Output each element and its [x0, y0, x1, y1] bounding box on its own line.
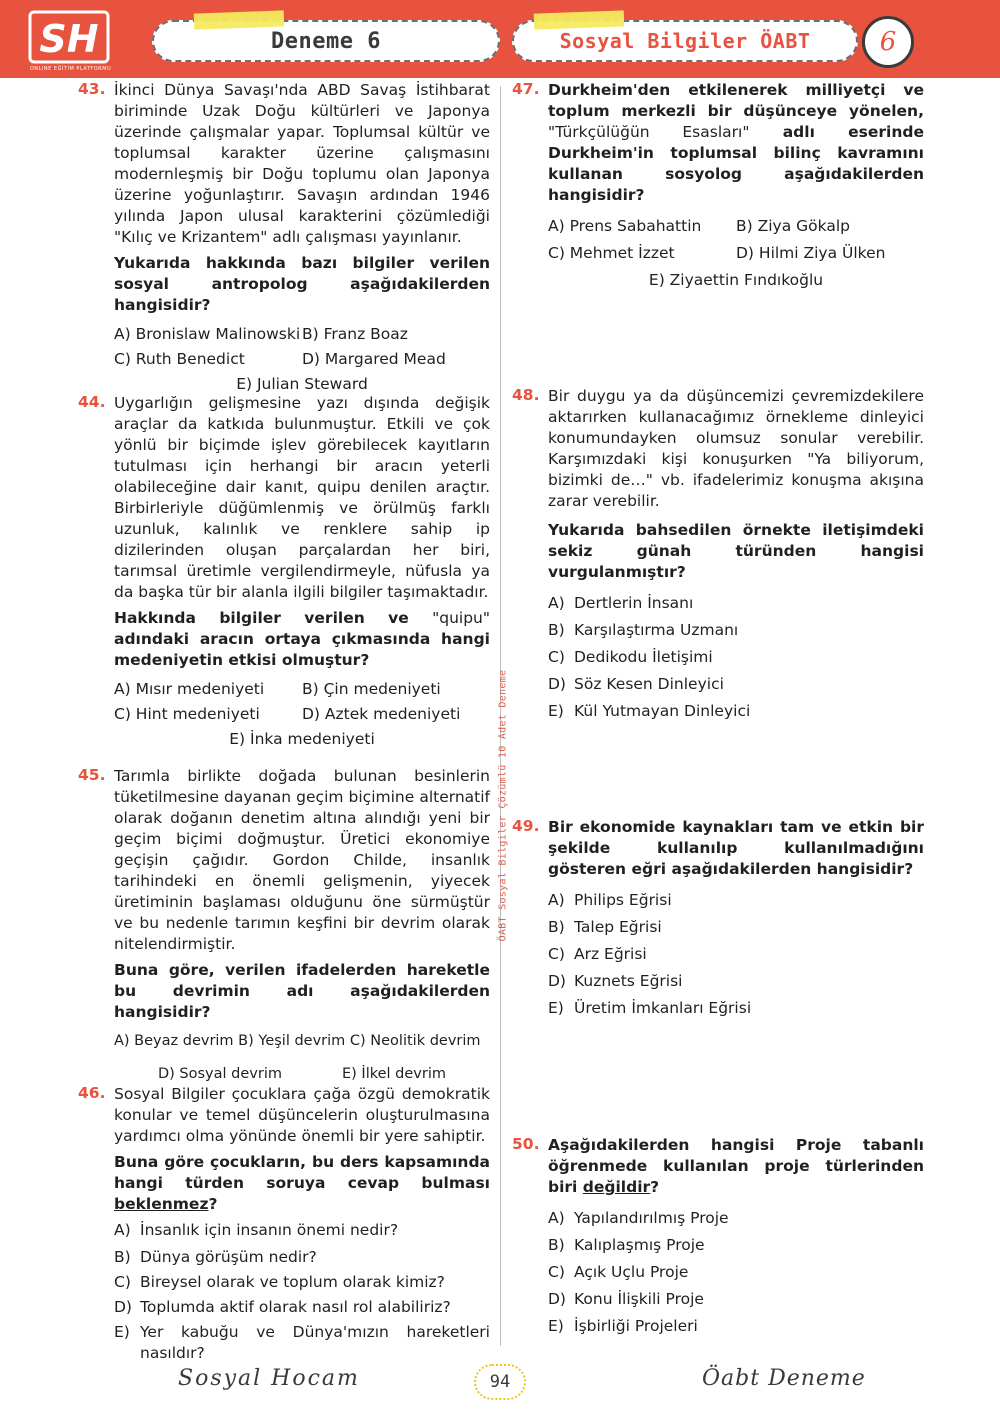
prompt-part: Durkheim'den etkilenerek milliyetçi ve toplum merkezli bir düşünceye yönelen,	[548, 81, 924, 120]
option-text: İnsanlık için insanın önemi nedir?	[140, 1221, 399, 1239]
option-b[interactable]	[548, 917, 924, 938]
exam-title: Deneme 6	[271, 28, 381, 54]
option-c[interactable]	[548, 944, 924, 965]
options	[114, 679, 490, 725]
question-45	[78, 766, 490, 1082]
option-letter: D)	[548, 675, 566, 693]
option-letter: D)	[548, 972, 566, 990]
option-e[interactable]	[548, 701, 924, 722]
option-text: Üretim İmkanları Eğrisi	[574, 999, 752, 1017]
option-letter: E)	[114, 1323, 130, 1341]
option-text: Kül Yutmayan Dinleyici	[574, 702, 751, 720]
option-a[interactable]	[548, 1208, 924, 1229]
option-c[interactable]	[114, 1272, 490, 1293]
option-e[interactable]: E) İnka medeniyeti	[229, 730, 375, 748]
option-d[interactable]: D) Aztek medeniyeti	[302, 705, 461, 723]
question-number: 47.	[512, 80, 540, 98]
option-a[interactable]: A) Mısır medeniyeti	[114, 680, 265, 698]
option-text: Toplumda aktif olarak nasıl rol alabiliriz?	[140, 1298, 451, 1316]
question-prompt	[114, 1152, 490, 1215]
option-b[interactable]: B) Franz Boaz	[302, 325, 408, 343]
option-letter: E)	[548, 999, 564, 1017]
subject-title-pill	[512, 20, 858, 62]
question-prompt	[548, 1135, 924, 1198]
option-d[interactable]: D) Sosyal devrim	[158, 1066, 282, 1082]
exam-title-pill	[152, 20, 500, 62]
question-number: 48.	[512, 386, 540, 404]
subject-title: Sosyal Bilgiler ÖABT	[559, 29, 811, 53]
question-prompt: Bir ekonomide kaynakları tam ve etkin bir şekilde kullanılıp kullanılmadığını gösteren eğri aşağıdakilerden hangisidir?	[548, 818, 924, 878]
question-number: 44.	[78, 393, 106, 411]
option-text: Açık Uçlu Proje	[574, 1263, 689, 1281]
prompt-part: adlı eserinde Durkheim'in toplumsal bilinç kavramını kullanan sosyolog aşağıdakilerden hangisidir?	[548, 123, 924, 204]
option-text: Yer kabuğu ve Dünya'mızın hareketleri nasıldır?	[140, 1323, 490, 1362]
option-letter: C)	[548, 1263, 565, 1281]
option-e[interactable]: E) Ziyaettin Fındıkoğlu	[648, 271, 824, 289]
question-prompt: Buna göre, verilen ifadelerden hareketle bu devrimin adı aşağıdakilerden hangisidir?	[114, 961, 490, 1021]
page-number: 94	[474, 1364, 526, 1400]
options	[548, 216, 924, 264]
question-number: 43.	[78, 80, 106, 98]
prompt-part: ?	[650, 1178, 660, 1196]
option-text: Dünya görüşüm nedir?	[140, 1248, 317, 1266]
option-text: Konu İlişkili Proje	[574, 1290, 704, 1308]
question-prompt	[548, 80, 924, 206]
option-c[interactable]: C) Hint medeniyeti	[114, 705, 260, 723]
option-text: Arz Eğrisi	[574, 945, 647, 963]
exam-number-badge	[862, 16, 914, 68]
options	[114, 1220, 490, 1364]
prompt-underlined: beklenmez	[114, 1195, 209, 1213]
option-d[interactable]	[548, 674, 924, 695]
option-e[interactable]	[548, 1316, 924, 1337]
prompt-quoted-term: "quipu"	[432, 609, 490, 627]
prompt-part: Aşağıdakilerden hangisi Proje tabanlı öğrenmede kullanılan proje türlerinden biri	[548, 1136, 924, 1196]
logo-subtitle: ONLINE EĞİTİM PLATFORMU	[30, 66, 112, 72]
option-text: Philips Eğrisi	[574, 891, 672, 909]
option-d[interactable]	[114, 1297, 490, 1318]
prompt-part: Hakkında bilgiler verilen ve	[114, 609, 433, 627]
option-d[interactable]: D) Hilmi Ziya Ülken	[736, 244, 886, 262]
exam-number: 6	[879, 27, 897, 57]
option-e[interactable]: E) Julian Steward	[236, 375, 368, 393]
prompt-quoted-term: "Türkçülüğün Esasları"	[548, 123, 750, 141]
option-letter: D)	[548, 1290, 566, 1308]
option-text: İşbirliği Projeleri	[574, 1317, 698, 1335]
option-letter: B)	[114, 1248, 131, 1266]
sh-logo	[28, 8, 110, 66]
option-a[interactable]: A) Bronislaw Malinowski	[114, 325, 301, 343]
prompt-part: Buna göre çocukların, bu ders kapsamında hangi türden soruya cevap bulması	[114, 1153, 490, 1192]
option-letter: A)	[548, 891, 565, 909]
prompt-underlined: değildir	[582, 1178, 651, 1196]
question-stem: İkinci Dünya Savaşı'nda ABD Savaş İstihbarat biriminde Uzak Doğu kültürleri ve Japonya üzerinde çalışmalar yapar. Toplumsal kültür ve toplumsal karakter üzerine çalışmasını modernleşmiş bir Doğu toplumu olan Japonya üzerine yoğunlaştırır. Savaşın ardından 1946 yılında Japon ulusal karakterini çözümlediği "Kılıç ve Krizantem" adlı çalışması yayınlanır.	[114, 81, 490, 246]
options	[548, 890, 924, 1019]
tape-decoration	[534, 10, 625, 29]
option-text: Dertlerin İnsanı	[574, 594, 694, 612]
option-letter: A)	[548, 1209, 565, 1227]
option-letter: E)	[548, 702, 564, 720]
option-b[interactable]	[548, 1235, 924, 1256]
options-de	[114, 1066, 490, 1082]
question-number: 49.	[512, 817, 540, 835]
option-letter: E)	[548, 1317, 564, 1335]
option-b[interactable]	[548, 620, 924, 641]
option-letter: C)	[114, 1273, 131, 1291]
footer-brand: Sosyal Hocam	[178, 1366, 360, 1391]
options	[548, 1208, 924, 1337]
option-letter: B)	[548, 1236, 565, 1254]
question-prompt: Yukarıda bahsedilen örnekte iletişimdeki sekiz günah türünden hangisi vurgulanmıştır?	[548, 521, 924, 581]
question-number: 45.	[78, 766, 106, 784]
option-letter: C)	[548, 648, 565, 666]
option-a[interactable]: A) Prens Sabahattin	[548, 217, 702, 235]
option-b[interactable]	[114, 1247, 490, 1268]
option-text: Yapılandırılmış Proje	[574, 1209, 729, 1227]
options	[548, 593, 924, 722]
option-a[interactable]	[548, 890, 924, 911]
options	[114, 324, 490, 370]
option-text: Kuznets Eğrisi	[574, 972, 683, 990]
question-stem: Bir duygu ya da düşüncemizi çevremizdekilere aktarırken kullanacağımız örnekleme dinleyici konumundayken olumsuz sonular verebilir. Karşımızdaki kişi konuşurken "Ya biliyorum, bizimki de…" vb. ifadelerimiz konuşma akışına zarar verebilir.	[548, 387, 924, 510]
logo-letters: SH	[39, 17, 99, 61]
question-number: 50.	[512, 1135, 540, 1153]
option-letter: D)	[114, 1298, 132, 1316]
question-prompt	[114, 608, 490, 671]
option-d[interactable]	[548, 1289, 924, 1310]
option-a[interactable]	[114, 1220, 490, 1241]
option-d[interactable]: D) Margared Mead	[302, 350, 446, 368]
option-c[interactable]	[548, 1262, 924, 1283]
question-48	[512, 386, 924, 728]
prompt-part: adındaki aracın ortaya çıkmasında hangi medeniyetin etkisi olmuştur?	[114, 630, 490, 669]
option-a[interactable]	[548, 593, 924, 614]
question-stem: Sosyal Bilgiler çocuklara çağa özgü demokratik konular ve temel düşüncelerin oluşturulmasına yardımcı olma yönünde önemli bir yere sahiptir.	[114, 1085, 490, 1145]
prompt-part: ?	[208, 1195, 218, 1213]
option-b[interactable]: B) Çin medeniyeti	[302, 680, 441, 698]
option-c[interactable]	[548, 647, 924, 668]
option-text: Kalıplaşmış Proje	[574, 1236, 705, 1254]
page-footer	[0, 1352, 1000, 1411]
option-letter: C)	[548, 945, 565, 963]
question-44	[78, 393, 490, 750]
question-50	[512, 1135, 924, 1343]
option-text: Söz Kesen Dinleyici	[574, 675, 724, 693]
option-e[interactable]	[548, 998, 924, 1019]
question-stem: Uygarlığın gelişmesine yazı dışında değişik araçlar da katkıda bulunmuştur. Etkili ve çok yönlü bir biçimde işlev görebilecek kayıtların tutulması için herhangi bir aracın yeterli olabileceğine dair kanıt, quipu denilen araçtır. Birbirleriyle düğümlenmiş ve örülmüş farklı uzunluk, kalınlık ve renklere sahip ip dizilerinden oluşan parçalardan her biri, tarımsal üretimle vergilendirmeyle, nüfusla ya da başka tür bir alanla ilgili bilgiler taşımaktadır.	[114, 394, 490, 601]
question-stem: Tarımla birlikte doğada bulunan besinlerin tüketilmesine dayanan geçim biçimine alternatif olarak doğanın denetim altına alındığı yeni bir geçim biçimi doğmuştur. Üretici ekonomiye geçişin çağıdır. Gordon Childe, insanlık tarihindeki en önemli gelişmenin, yiyecek üretiminin başlaması olduğunu öne sürmüştür ve bu nedenle tarımın keşfini bir devrim olarak nitelendirmiştir.	[114, 767, 490, 953]
question-43	[78, 80, 490, 395]
option-letter: B)	[548, 621, 565, 639]
option-text: Talep Eğrisi	[574, 918, 662, 936]
question-46	[78, 1084, 490, 1364]
side-note	[493, 530, 509, 1090]
option-e[interactable]: E) İlkel devrim	[342, 1066, 446, 1082]
tape-decoration	[194, 10, 285, 29]
question-prompt: Yukarıda hakkında bazı bilgiler verilen sosyal antropolog aşağıdakilerden hangisidir?	[114, 254, 490, 314]
option-d[interactable]	[548, 971, 924, 992]
option-b[interactable]: B) Ziya Gökalp	[736, 217, 850, 235]
option-text: Bireysel olarak ve toplum olarak kimiz?	[140, 1273, 445, 1291]
question-49	[512, 817, 924, 1025]
footer-title: Öabt Deneme	[702, 1366, 866, 1391]
option-letter: A)	[548, 594, 565, 612]
option-letter: B)	[548, 918, 565, 936]
option-c[interactable]: C) Ruth Benedict	[114, 350, 245, 368]
option-c[interactable]: C) Mehmet İzzet	[548, 244, 675, 262]
question-47	[512, 80, 924, 291]
option-letter: A)	[114, 1221, 131, 1239]
side-note-text: ÖABT Sosyal Bilgiler Çözümlü 10 Adet Deneme	[497, 669, 509, 942]
options-abc[interactable]: A) Beyaz devrim B) Yeşil devrim C) Neolitik devrim	[114, 1033, 481, 1049]
question-number: 46.	[78, 1084, 106, 1102]
option-text: Karşılaştırma Uzmanı	[574, 621, 739, 639]
option-text: Dedikodu İletişimi	[574, 648, 713, 666]
